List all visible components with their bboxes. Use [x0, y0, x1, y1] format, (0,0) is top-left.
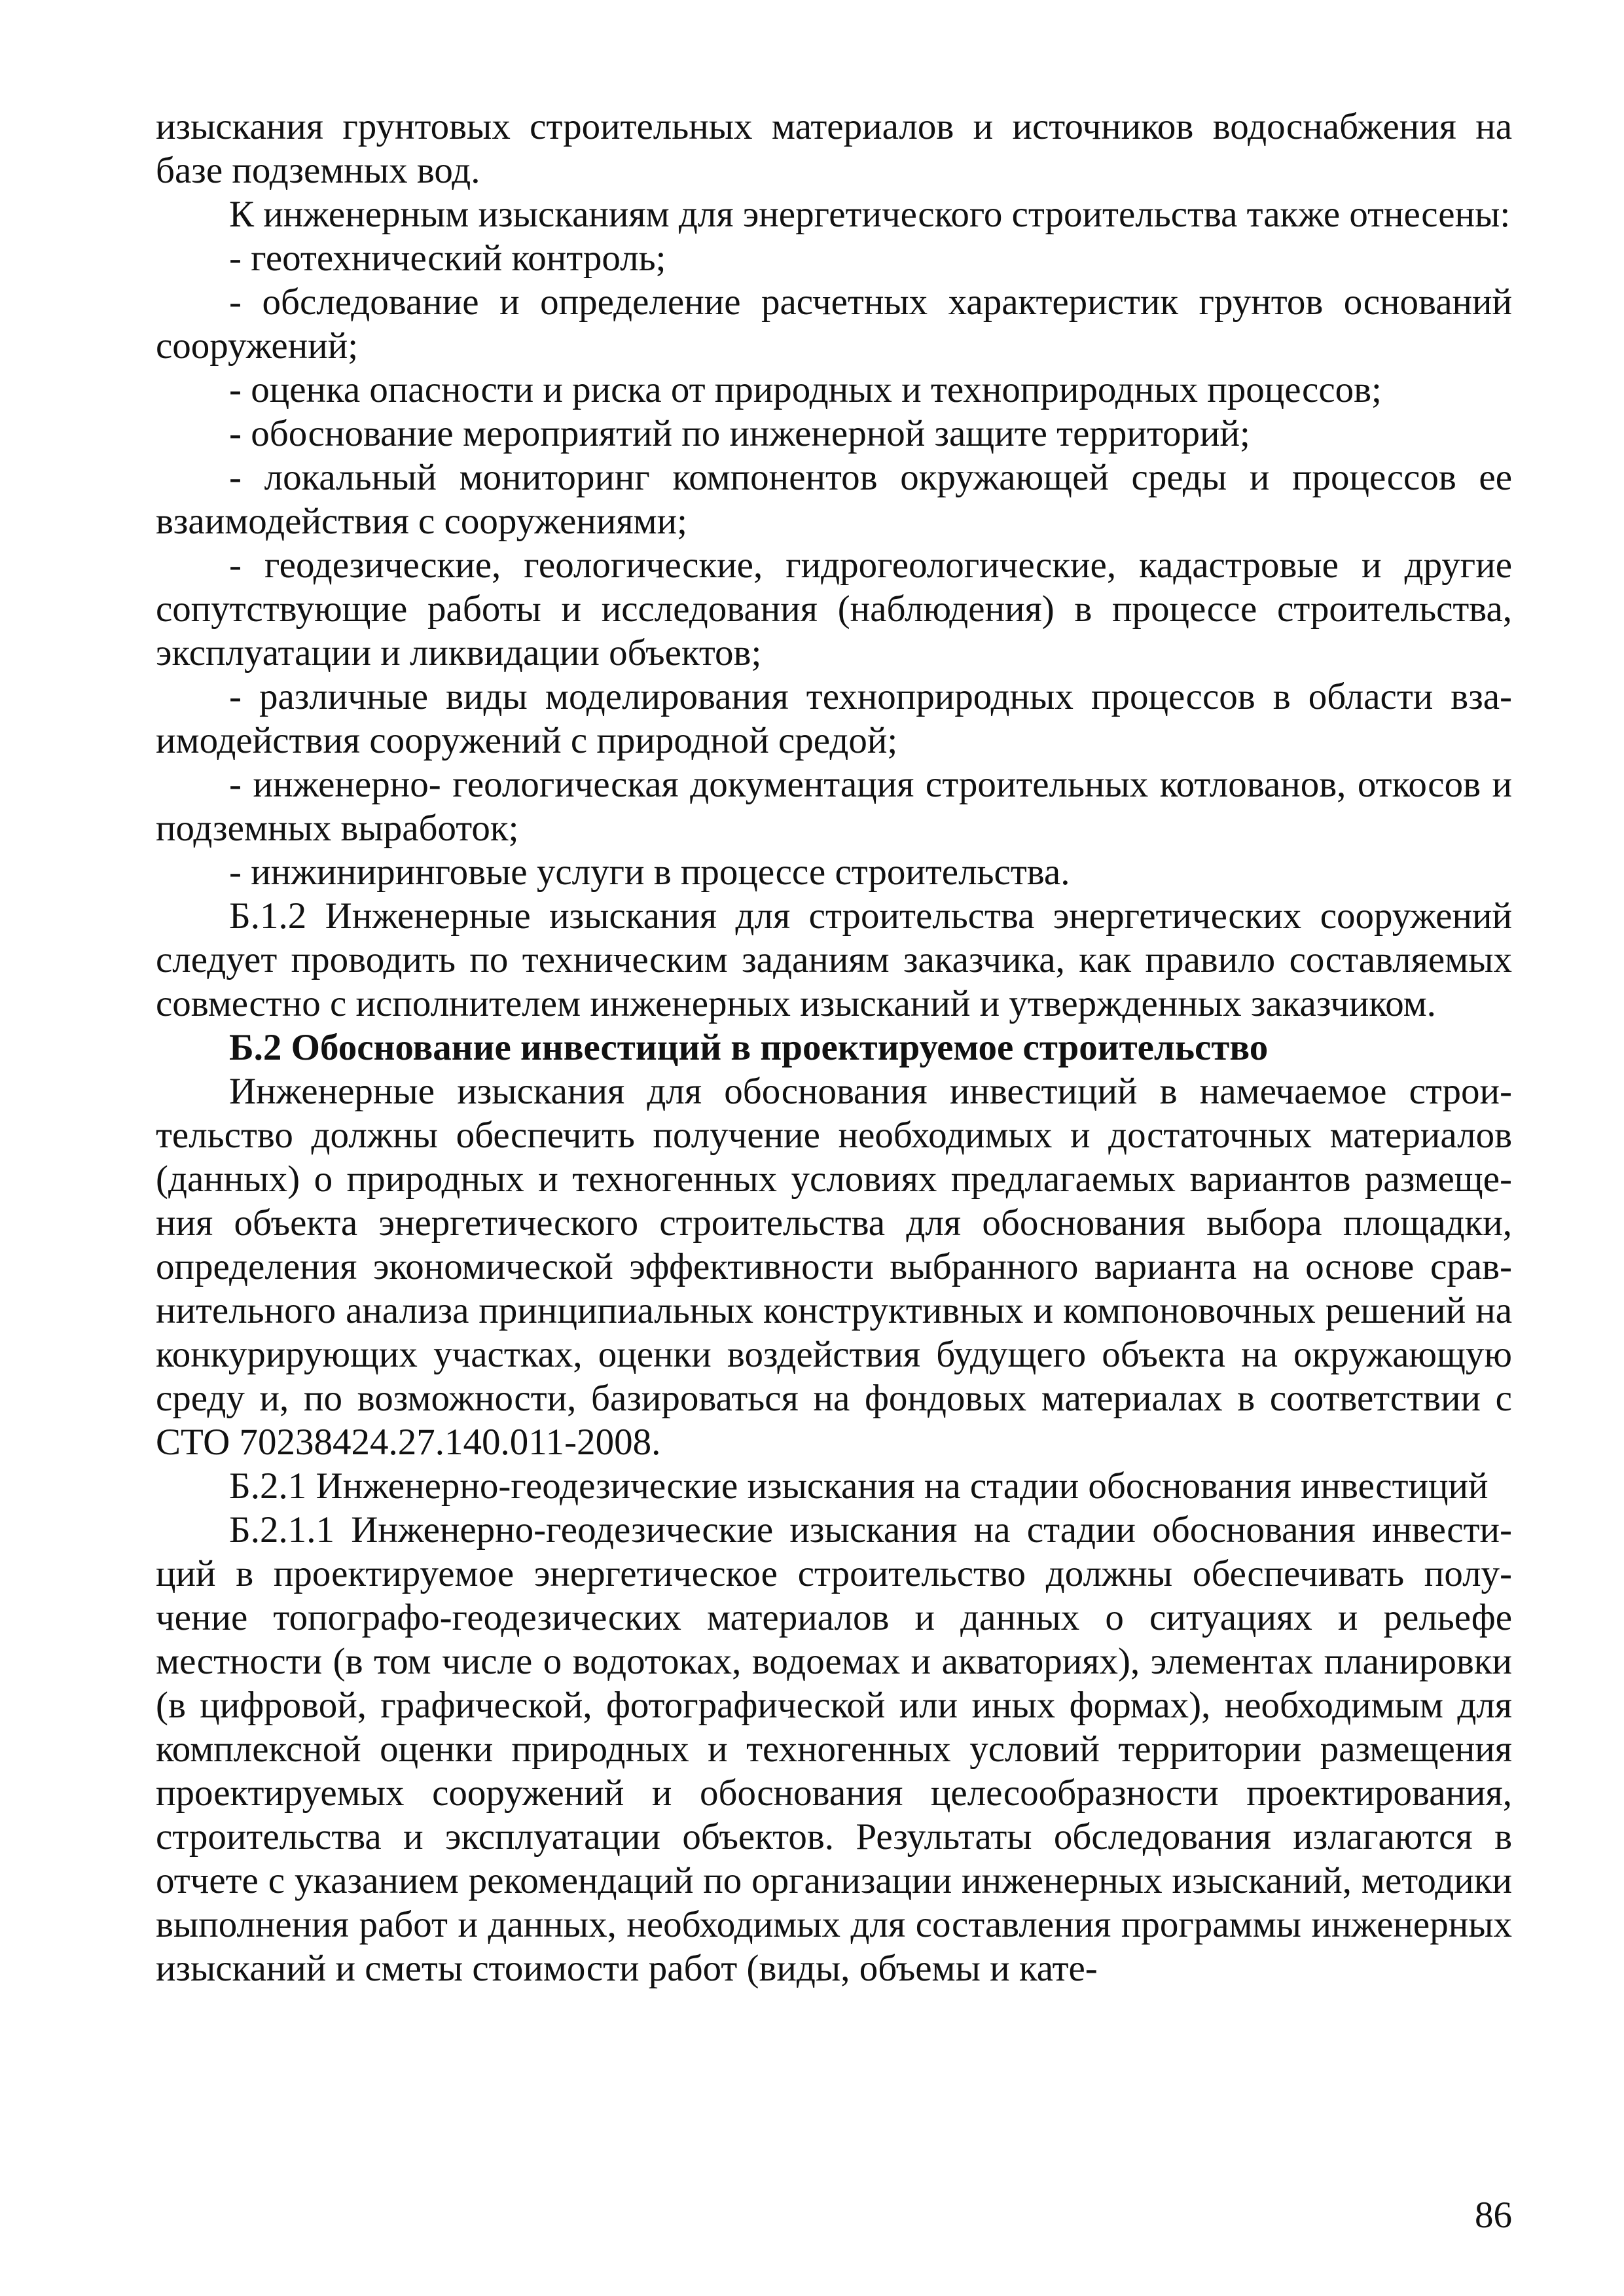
section-heading-b2: Б.2 Обоснование инвестиций в проектируемое строительство [229, 1027, 1269, 1068]
page-number: 86 [1475, 2195, 1512, 2236]
paragraph-b-2-1: Б.2.1 Инженерно-геодезические изыскания на стадии обоснования инвестиций [229, 1465, 1489, 1507]
list-item: - геодезические, геологические, гидрогеологические, кадастровые и другие сопутствующие работы и исследования (наблюдения) в процессе строительства, эксплуатации и ликвидации объектов; [156, 545, 1512, 673]
list-item: - оценка опасности и риска от природных и техноприродных процессов; [229, 369, 1382, 410]
paragraph-b-2-1-1: Б.2.1.1 Инженерно-геодезические изыскания на стадии обоснования инвестиций в проектируемое энергетическое строительство должны обеспечивать получение топографо-геодезических материалов и данных о ситуациях и рельефе местности (в том числе о водотоках, водоемах и акваториях), элементах планировки (в цифровой, графической, фотографической или иных формах), необходимым для комплексной оценки природных и техногенных условий территории размещения проектируемых сооружений и обоснования целесообразности проектирования, строительства и эксплуатации объектов. Результаты обследования излагаются в отчете с указанием рекомендаций по организации инженерных изысканий, методики выполнения работ и данных, необходимых для составления программы инженерных изысканий и сметы стоимости работ (виды, объемы и кате- [156, 1509, 1512, 1989]
paragraph-list-intro: К инженерным изысканиям для энергетического строительства также отнесены: [229, 194, 1511, 235]
list-item: - обследование и определение расчетных характеристик грунтов оснований сооружений; [156, 281, 1512, 367]
paragraph-b2-text: Инженерные изыскания для обоснования инвестиций в намечаемое строительство должны обеспечить получение необходимых и достаточных материалов (данных) о природных и техногенных условиях предлагаемых вариантов размещения объекта энергетического строительства для обоснования выбора площадки, определения экономической эффективности выбранного варианта на основе сравнительного анализа принципиальных конструктивных и компоновочных решений на конкурирующих участках, оценки воздействия будущего объекта на окружающую среду и, по возможности, базироваться на фондовых материалах в соответствии с СТО 70238424.27.140.011-2008. [156, 1071, 1512, 1463]
list-item: - локальный мониторинг компонентов окружающей среды и процессов ее взаимодействия с сооружениями; [156, 457, 1512, 542]
page-body [156, 105, 1512, 1990]
list-item: - обоснование мероприятий по инженерной защите территорий; [229, 413, 1250, 454]
list-item: - инжиниринговые услуги в процессе строительства. [229, 852, 1070, 893]
paragraph-b-1-2: Б.1.2 Инженерные изыскания для строительства энергетических сооружений следует проводить по техническим заданиям заказчика, как правило составляемых совместно с исполнителем инженерных изысканий и утвержденных заказчиком. [156, 895, 1512, 1024]
list-item: - геотехнический контроль; [229, 238, 666, 279]
list-item: - инженерно- геологическая документация строительных котлованов, откосов и подземных выработок; [156, 764, 1512, 849]
paragraph-intro: изыскания грунтовых строительных материалов и источников водоснабжения на базе подземных вод. [156, 106, 1512, 191]
list-item: - различные виды моделирования техноприродных процессов в области взаимодействия сооружений с природной средой; [156, 676, 1512, 761]
